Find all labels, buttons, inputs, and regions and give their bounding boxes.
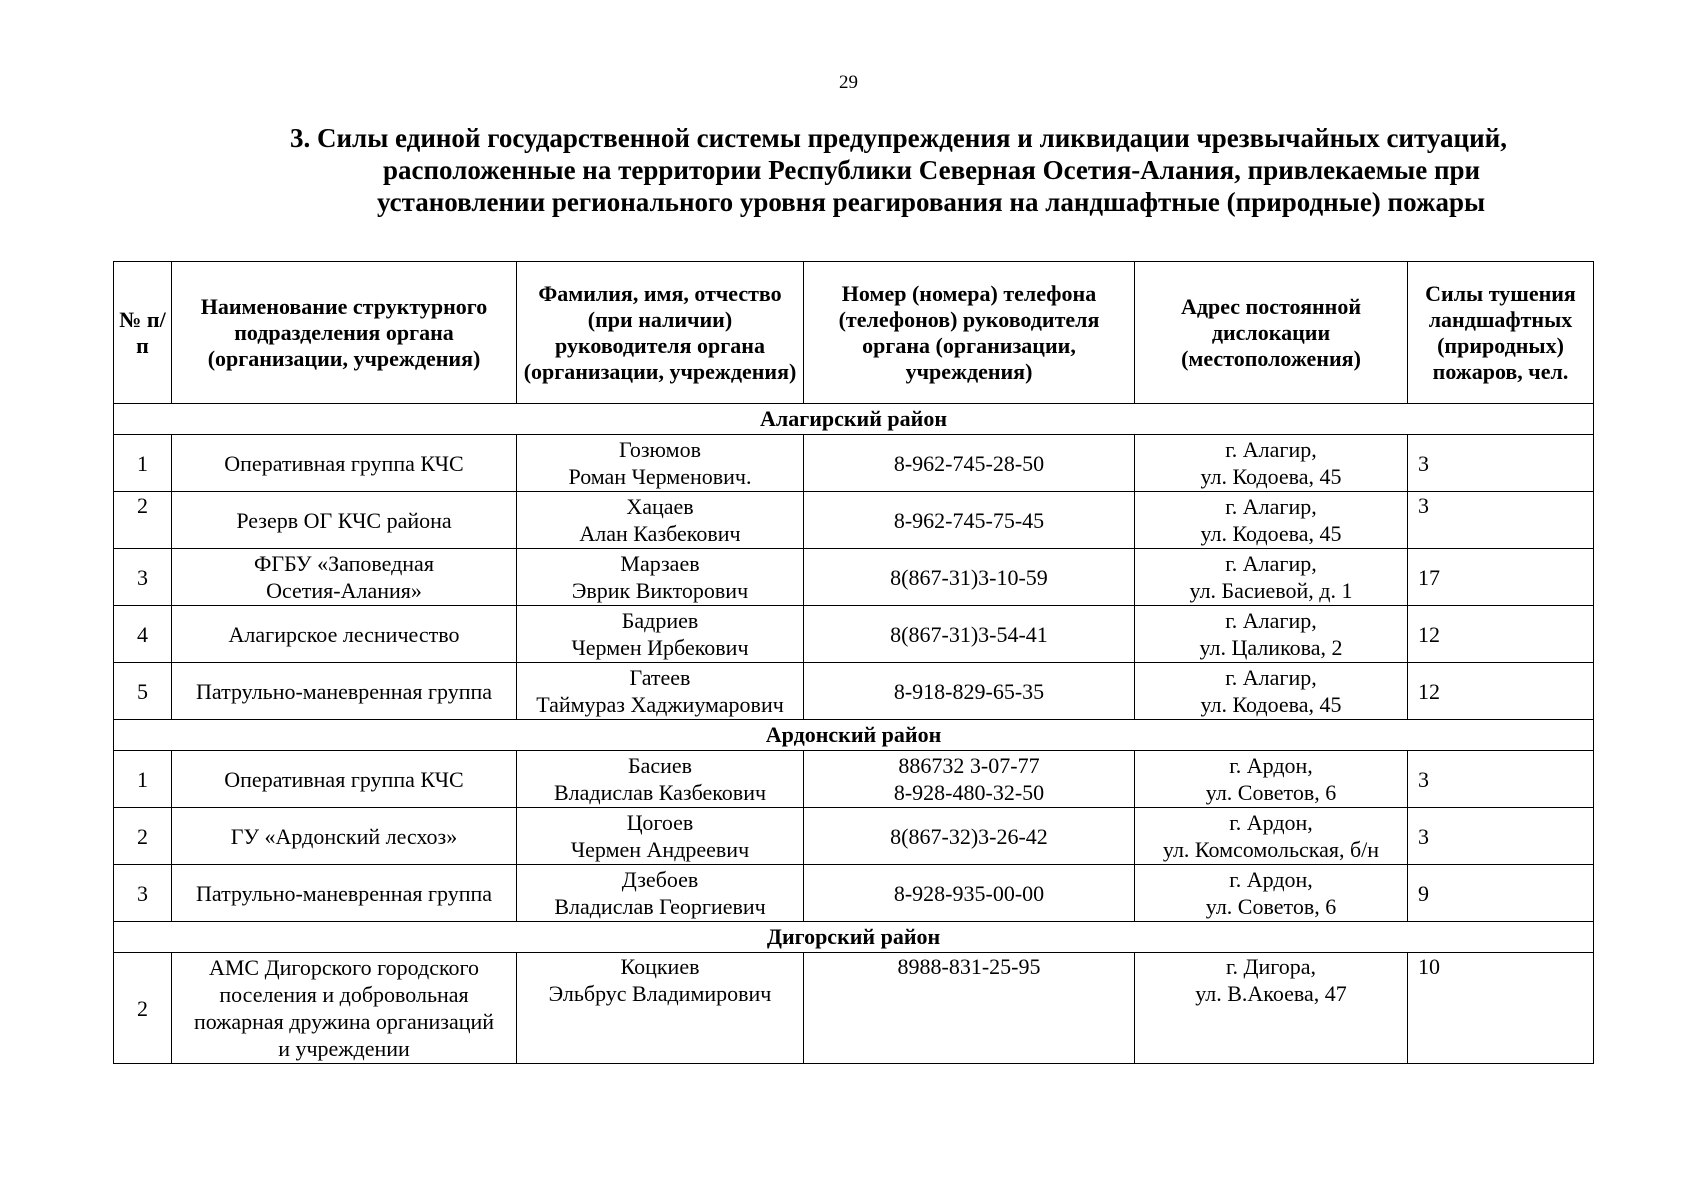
phone-line: 8-928-480-32-50 [893,780,1045,805]
cell-num: 1 [114,435,172,492]
cell-forces: 10 [1408,953,1594,1064]
table-header-row [114,262,1594,404]
unit-line: и учреждении [278,1036,410,1061]
head-line: Эльбрус Владимирович [548,981,772,1006]
cell-num: 5 [114,663,172,720]
cell-forces: 3 [1408,435,1594,492]
cell-unit [172,751,517,808]
cell-head [517,953,804,1064]
cell-phone [804,435,1135,492]
table-row [114,606,1594,663]
unit-line: Алагирское лесничество [228,621,460,647]
address-line: г. Алагир, [1225,665,1317,690]
section-heading [290,122,1620,218]
cell-head [517,751,804,808]
cell-forces: 3 [1408,808,1594,865]
cell-phone [804,808,1135,865]
table-body [114,404,1594,1064]
unit-line: Оперативная группа КЧС [224,766,464,792]
cell-forces: 17 [1408,549,1594,606]
unit-line: Резерв ОГ КЧС района [236,507,452,533]
unit-line: Патрульно-маневренная группа [195,880,493,906]
unit-line: Патрульно-маневренная группа [195,678,493,704]
head-line: Чермен Ирбекович [571,635,749,660]
cell-address [1135,492,1408,549]
phone-line: 8-928-935-00-00 [893,880,1045,906]
cell-forces: 3 [1408,751,1594,808]
head-line: Чермен Андреевич [570,837,750,862]
head-line: Цогоев [626,810,694,835]
cell-phone [804,953,1135,1064]
cell-unit [172,549,517,606]
cell-address [1135,663,1408,720]
head-line: Бадриев [621,608,699,633]
district-name: Алагирский район [114,404,1594,435]
table-row [114,953,1594,1064]
address-line: ул. Советов, 6 [1205,780,1337,805]
unit-line: Оперативная группа КЧС [224,450,464,476]
column-header-num: № п/п [114,262,172,404]
cell-num: 2 [114,808,172,865]
table-row [114,492,1594,549]
table-row [114,663,1594,720]
address-line: ул. Басиевой, д. 1 [1189,578,1353,603]
district-row [114,720,1594,751]
unit-line: поселения и добровольная [219,982,469,1007]
cell-forces: 12 [1408,663,1594,720]
head-line: Таймураз Хаджиумарович [536,692,784,717]
cell-address [1135,549,1408,606]
cell-head [517,492,804,549]
cell-unit [172,492,517,549]
address-line: г. Ардон, [1229,753,1313,778]
cell-forces: 12 [1408,606,1594,663]
address-line: ул. Кодоева, 45 [1200,464,1342,489]
heading-line-3: установлении регионального уровня реагирования на ландшафтные (природные) пожары [377,187,1486,217]
cell-num: 4 [114,606,172,663]
phone-line: 8988-831-25-95 [897,954,1041,979]
cell-unit [172,606,517,663]
head-line: Хацаев [626,494,694,519]
phone-line: 8-962-745-75-45 [893,507,1045,533]
cell-address [1135,606,1408,663]
phone-line: 8-962-745-28-50 [893,450,1045,476]
address-line: ул. Комсомольская, б/н [1162,837,1380,862]
cell-phone [804,606,1135,663]
cell-forces: 3 [1408,492,1594,549]
cell-unit [172,663,517,720]
column-header-unit: Наименование структурного подразделения органа (организации, учреждения) [172,262,517,404]
column-header-address: Адрес постоянной дислокации (местоположения) [1135,262,1408,404]
cell-num: 3 [114,865,172,922]
head-line: Владислав Казбекович [553,780,767,805]
district-name: Дигорский район [114,922,1594,953]
cell-phone [804,663,1135,720]
unit-line: пожарная дружина организаций [193,1009,495,1034]
district-name: Ардонский район [114,720,1594,751]
cell-head [517,435,804,492]
cell-head [517,606,804,663]
heading-line-1: 3. Силы единой государственной системы предупреждения и ликвидации чрезвычайных ситуаций, [290,123,1507,153]
head-line: Дзебоев [621,867,699,892]
cell-num: 2 [114,953,172,1064]
cell-address [1135,953,1408,1064]
column-header-phone: Номер (номера) телефона (телефонов) руководителя органа (организации, учреждения) [804,262,1135,404]
head-line: Гозюмов [619,437,701,462]
head-line: Марзаев [620,551,700,576]
unit-line: АМС Дигорского городского [208,955,480,980]
cell-num: 2 [114,492,172,549]
cell-address [1135,751,1408,808]
cell-phone [804,751,1135,808]
head-line: Эврик Викторович [571,578,749,603]
head-line: Алан Казбекович [579,521,741,546]
head-line: Басиев [627,753,693,778]
address-line: г. Алагир, [1225,494,1317,519]
address-line: г. Алагир, [1225,608,1317,633]
address-line: ул. Кодоева, 45 [1200,692,1342,717]
cell-address [1135,435,1408,492]
address-line: г. Алагир, [1225,437,1317,462]
cell-unit [172,953,517,1064]
column-header-head: Фамилия, имя, отчество (при наличии) руководителя органа (организации, учреждения) [517,262,804,404]
table-row [114,808,1594,865]
address-line: ул. Цаликова, 2 [1199,635,1343,660]
address-line: г. Алагир, [1225,551,1317,576]
address-line: ул. В.Акоева, 47 [1195,981,1347,1006]
cell-address [1135,808,1408,865]
head-line: Владислав Георгиевич [554,894,766,919]
address-line: ул. Кодоева, 45 [1200,521,1342,546]
unit-line: ФГБУ «Заповедная [254,551,434,576]
address-line: г. Ардон, [1229,810,1313,835]
cell-unit [172,435,517,492]
phone-line: 8(867-32)3-26-42 [890,823,1048,849]
cell-phone [804,549,1135,606]
address-line: ул. Советов, 6 [1205,894,1337,919]
cell-head [517,549,804,606]
address-line: г. Дигора, [1225,954,1317,979]
unit-line: ГУ «Ардонский лесхоз» [230,823,458,849]
heading-line-2: расположенные на территории Республики Северная Осетия-Алания, привлекаемые при [383,155,1481,185]
cell-phone [804,492,1135,549]
cell-forces: 9 [1408,865,1594,922]
page-number: 29 [839,72,858,93]
head-line: Роман Черменович. [568,464,752,489]
unit-line: Осетия-Алания» [266,578,422,603]
column-header-forces: Силы тушения ландшафтных (природных) пожаров, чел. [1408,262,1594,404]
cell-unit [172,808,517,865]
forces-table [113,261,1594,1064]
address-line: г. Ардон, [1229,867,1313,892]
phone-line: 8(867-31)3-10-59 [890,564,1048,590]
head-line: Гатеев [629,665,691,690]
table-row [114,435,1594,492]
cell-num: 3 [114,549,172,606]
cell-phone [804,865,1135,922]
district-row [114,922,1594,953]
table-row [114,751,1594,808]
phone-line: 8(867-31)3-54-41 [890,621,1048,647]
cell-head [517,865,804,922]
phone-line: 8-918-829-65-35 [893,678,1045,704]
phone-line: 886732 3-07-77 [898,753,1040,778]
head-line: Коцкиев [620,954,700,979]
cell-num: 1 [114,751,172,808]
cell-address [1135,865,1408,922]
district-row [114,404,1594,435]
table-row [114,865,1594,922]
cell-head [517,663,804,720]
cell-head [517,808,804,865]
table-row [114,549,1594,606]
cell-unit [172,865,517,922]
